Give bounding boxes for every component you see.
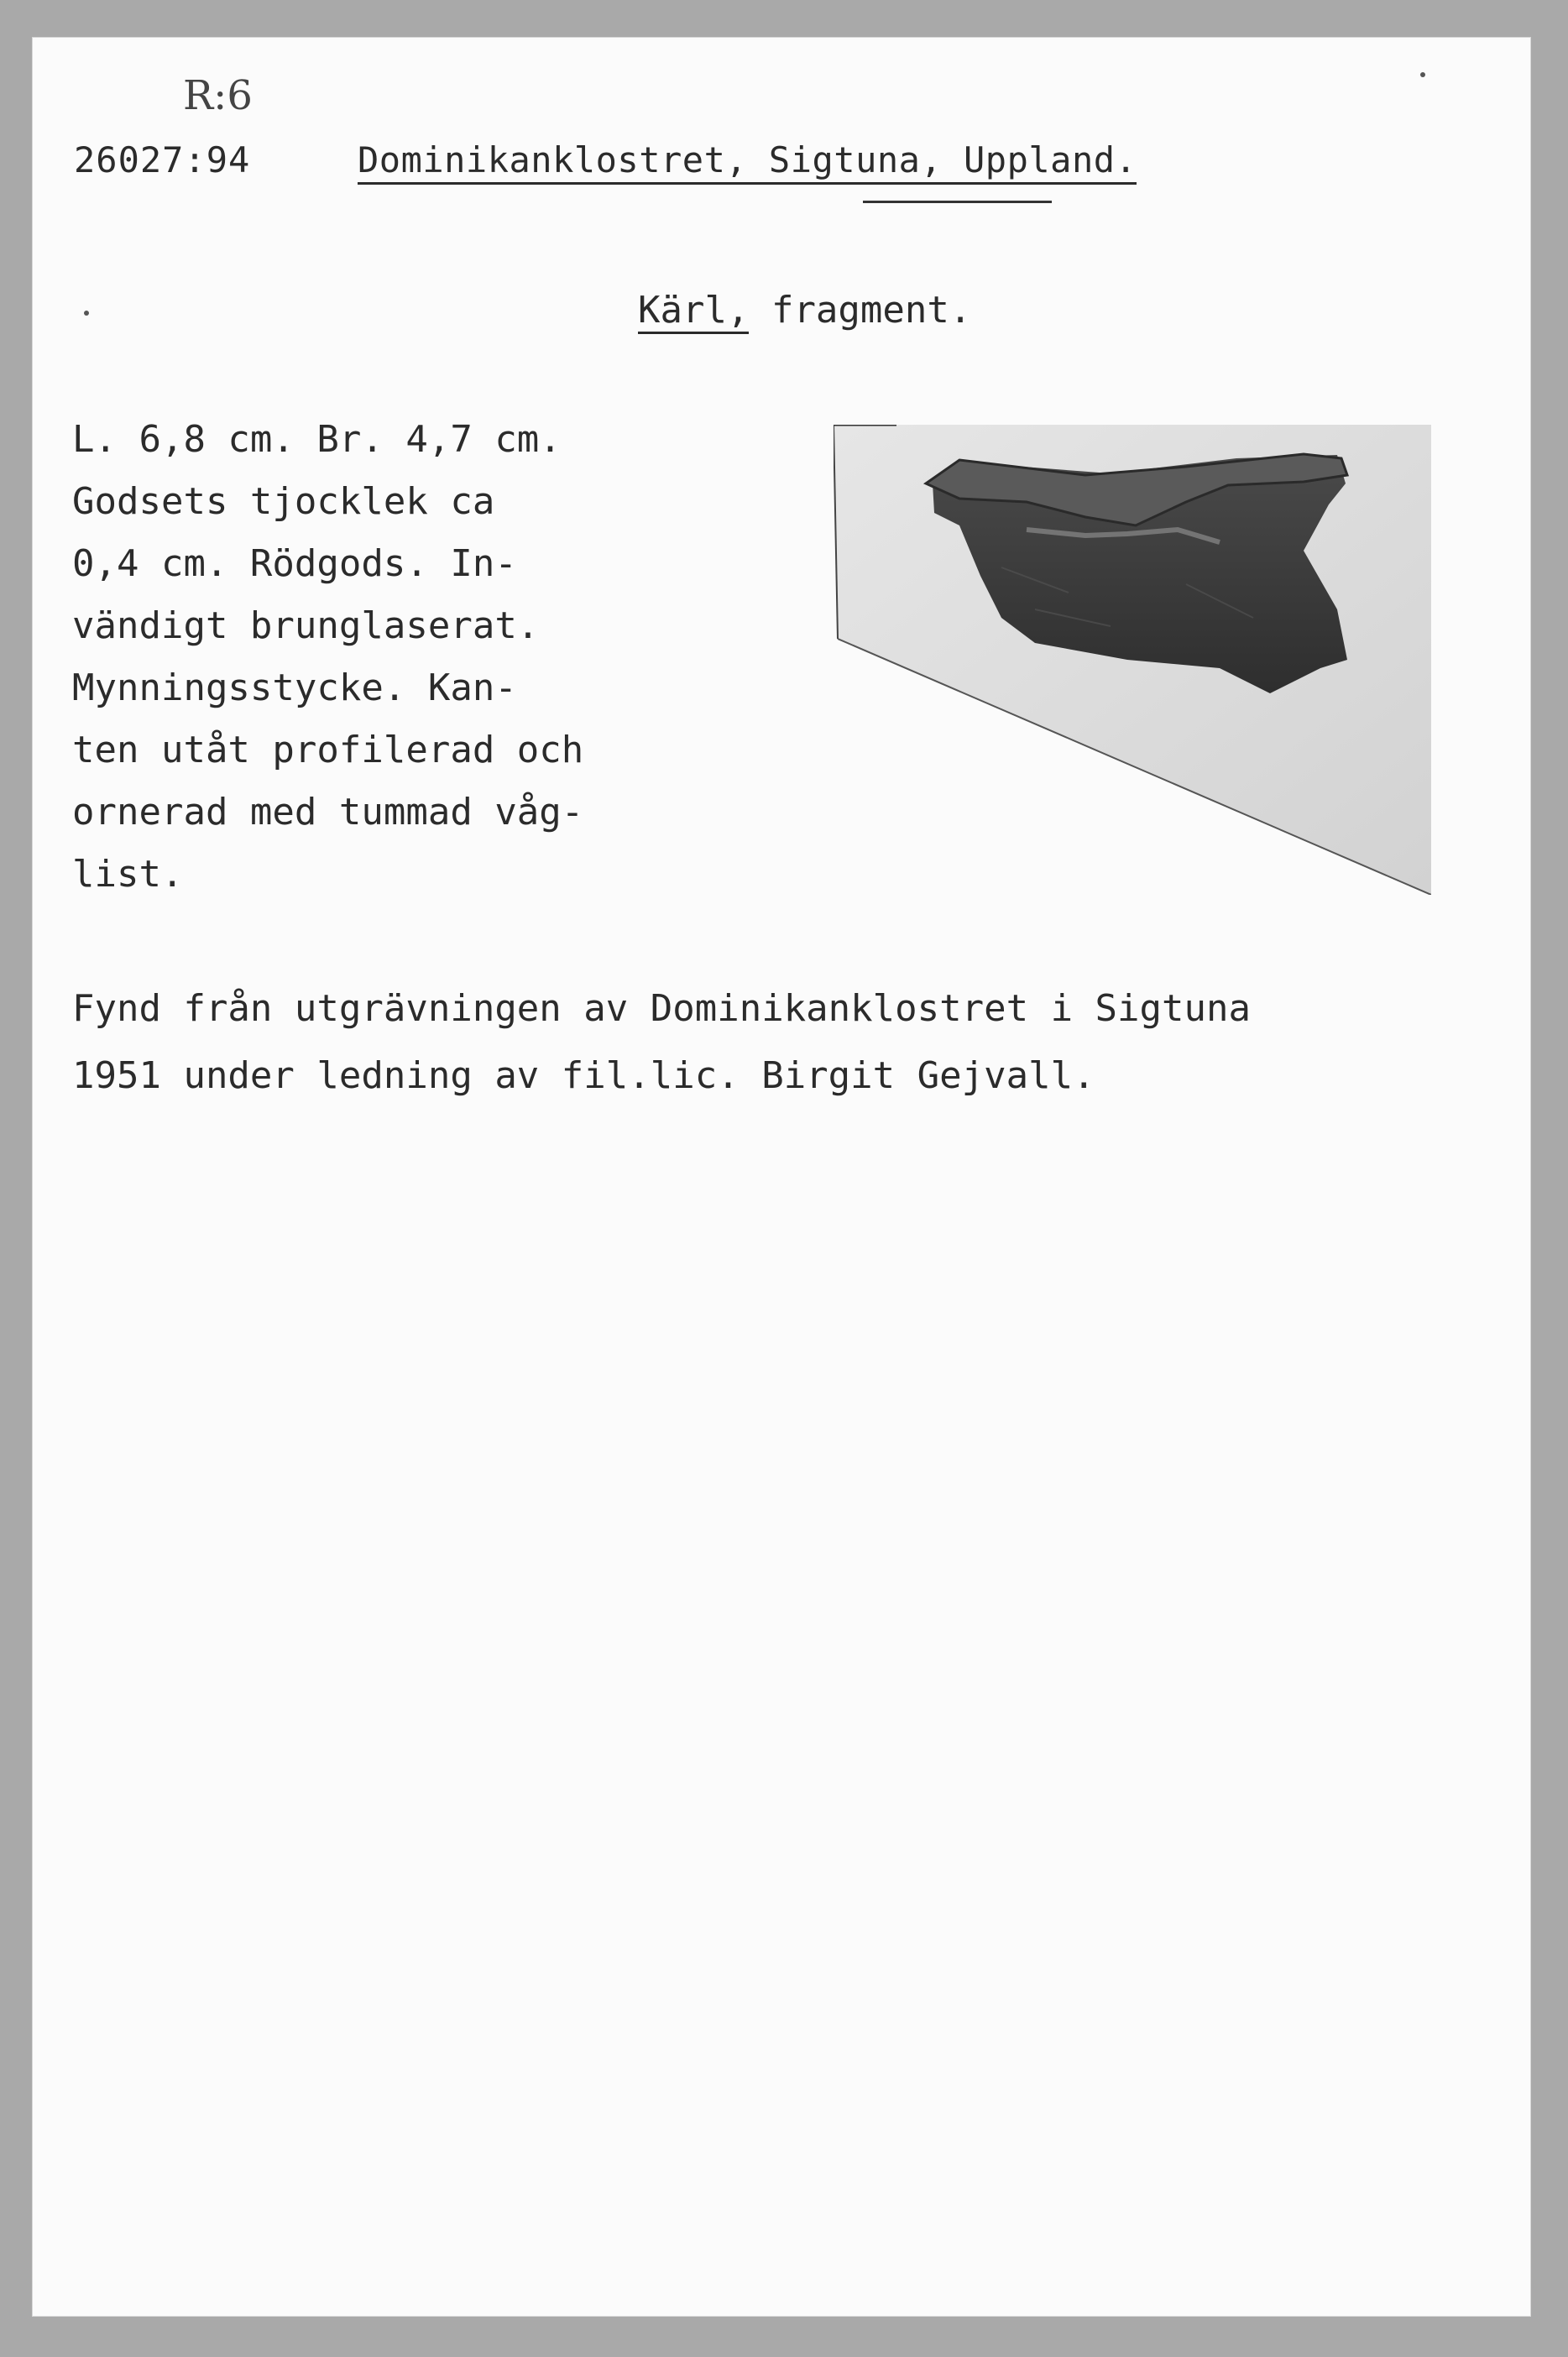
- find-line: 1951 under ledning av fil.lic. Birgit Gejvall.: [72, 1054, 1095, 1097]
- description-line: list.: [72, 853, 184, 896]
- object-title: [638, 289, 971, 332]
- ink-dot: [84, 311, 89, 316]
- description-line: L. 6,8 cm. Br. 4,7 cm.: [72, 418, 562, 461]
- place-underline: [863, 201, 1052, 203]
- ink-dot: [1420, 72, 1425, 77]
- description-line: Godsets tjocklek ca: [72, 480, 495, 523]
- description-line: Mynningsstycke. Kan-: [72, 666, 517, 709]
- find-text: [72, 975, 1251, 1110]
- description-line: ten utåt profilerad och: [72, 729, 584, 771]
- handwritten-mark: R:6: [183, 72, 253, 119]
- object-photograph: [834, 425, 1431, 895]
- object-qualifier: fragment.: [771, 289, 972, 332]
- catalog-card: [32, 37, 1531, 2317]
- description-line: 0,4 cm. Rödgods. In-: [72, 542, 517, 585]
- object-name: Kärl,: [638, 289, 749, 334]
- description-text: [72, 409, 583, 906]
- catalog-number: 26027:94: [74, 139, 251, 180]
- find-line: Fynd från utgrävningen av Dominikanklostret i Sigtuna: [72, 987, 1251, 1030]
- description-line: vändigt brunglaserat.: [72, 604, 540, 647]
- place-heading: Dominikanklostret, Sigtuna, Uppland.: [358, 139, 1137, 185]
- description-line: ornerad med tummad våg-: [72, 791, 584, 834]
